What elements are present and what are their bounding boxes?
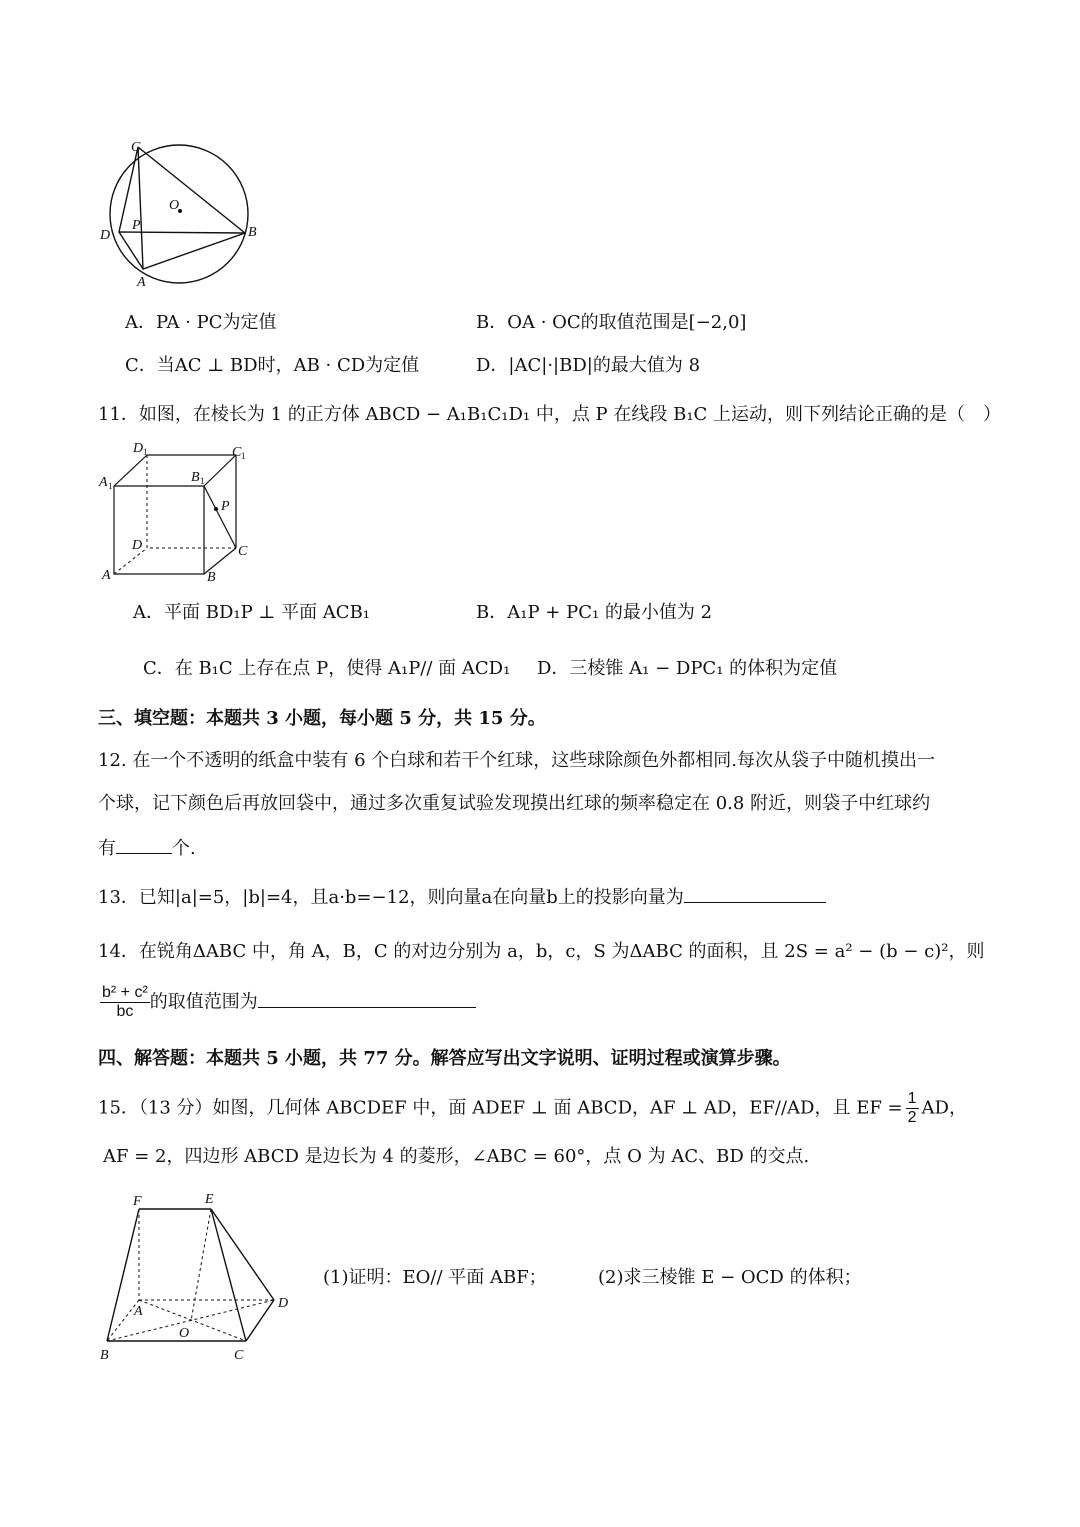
q12-suffix: 个. (172, 838, 196, 859)
label-a1-sub: 1 (108, 481, 113, 491)
label-c1: C (232, 445, 242, 460)
label-d1: D (133, 441, 144, 456)
section-4-heading: 四、解答题：本题共 5 小题，共 77 分。解答应写出文字说明、证明过程或演算步骤。 (98, 1048, 791, 1069)
label-c1-sub: 1 (241, 451, 246, 461)
label-o: O (169, 198, 180, 213)
q11-option-a: A．平面 BD₁P ⊥ 平面 ACB₁ (133, 602, 371, 623)
label-a: A (102, 568, 111, 583)
label-c: C (238, 544, 248, 559)
q14-frac-den: bc (116, 1003, 134, 1020)
q10-option-c: C．当AC ⊥ BD时，AB · CD为定值 (125, 355, 420, 376)
quad-edges (119, 147, 245, 269)
q10-option-d: D．|AC|·|BD|的最大值为 8 (476, 355, 701, 376)
q15-frac-num: 1 (907, 1090, 917, 1107)
q11-stem: 11．如图，在棱长为 1 的正方体 ABCD − A₁B₁C₁D₁ 中，点 P 在线段 B₁C 上运动，则下列结论正确的是（ ） (98, 404, 1002, 425)
segment-b1c (204, 486, 236, 548)
label-e: E (205, 1192, 214, 1207)
label-p: P (221, 499, 230, 514)
edge-ec (211, 1209, 246, 1341)
q11-option-c: C．在 B₁C 上存在点 P，使得 A₁P// 面 ACD₁ (143, 658, 511, 679)
label-p: P (132, 218, 141, 233)
label-b1-sub: 1 (200, 476, 205, 486)
q15-fraction (906, 1090, 919, 1127)
q15-line-1 (98, 1090, 967, 1127)
cube-front-face (114, 486, 204, 574)
q14-line-1: 14．在锐角ΔABC 中，角 A，B，C 的对边分别为 a，b，c，S 为ΔABC 的面积，且 2S = a² − (b − c)²，则 (98, 941, 985, 962)
label-d1-sub: 1 (143, 447, 148, 457)
label-b: B (100, 1348, 109, 1363)
diag-ac (138, 147, 143, 269)
label-a1: A (99, 475, 108, 490)
q10-option-a: A．PA · PC为定值 (125, 312, 277, 333)
q15-part-2: (2)求三棱锥 E − OCD 的体积； (598, 1267, 862, 1288)
q11-cube-figure (95, 438, 260, 588)
q13-answer-blank[interactable] (684, 884, 826, 903)
hidden-eo (191, 1209, 211, 1321)
q10-option-b: B．OA · OC的取值范围是[−2,0] (476, 312, 747, 333)
label-b: B (207, 570, 216, 585)
edge-cd (246, 1300, 274, 1341)
q15-line-2: AF = 2，四边形 ABCD 是边长为 4 的菱形，∠ABC = 60°，点 O 为 AC、BD 的交点. (103, 1146, 810, 1167)
q15-stem-a: 15．（13 分）如图，几何体 ABCDEF 中，面 ADEF ⊥ 面 ABCD，AF ⊥ AD，EF//AD，且 EF = (98, 1097, 903, 1119)
label-b: B (248, 225, 257, 240)
label-a: A (137, 275, 146, 290)
q13-text: 13．已知|a|=5，|b|=4，且a·b=−12，则向量a在向量b上的投影向量为 (98, 887, 684, 908)
q13-line (98, 884, 826, 910)
q12-line-1: 12. 在一个不透明的纸盒中装有 6 个白球和若干个红球，这些球除颜色外都相同.每次从袋子中随机摸出一 (98, 750, 935, 771)
label-b1: B (191, 470, 200, 485)
hidden-ac (139, 1300, 246, 1341)
label-o: O (179, 1326, 190, 1341)
q12-line-2: 个球，记下颜色后再放回袋中，通过多次重复试验发现摸出红球的频率稳定在 0.8 附近，则袋子中红球约 (98, 793, 931, 814)
q14-frac-num: b² + c² (102, 984, 148, 1001)
q11-option-d: D．三棱锥 A₁ − DPC₁ 的体积为定值 (537, 658, 838, 679)
q12-line-3 (98, 835, 196, 861)
q10-circle-figure (95, 135, 270, 295)
q15-part-1: (1)证明：EO// 平面 ABF； (323, 1267, 547, 1288)
q14-answer-blank[interactable] (258, 989, 476, 1008)
point-p (214, 507, 218, 511)
label-f: F (133, 1194, 142, 1209)
q15-solid-figure (95, 1185, 305, 1370)
circle-o (110, 145, 248, 283)
q12-answer-blank[interactable] (116, 835, 172, 854)
q14-text: 的取值范围为 (149, 991, 258, 1013)
label-d: D (100, 228, 111, 243)
edge-ed (211, 1209, 274, 1300)
q15-stem-b: AD， (921, 1097, 967, 1119)
q14-line-2 (100, 984, 476, 1021)
q12-prefix: 有 (98, 838, 116, 859)
cube-edge-a1d1 (114, 455, 147, 486)
section-3-heading: 三、填空题：本题共 3 小题，每小题 5 分，共 15 分。 (98, 708, 546, 729)
hidden-bd (107, 1300, 274, 1341)
q11-option-b: B．A₁P + PC₁ 的最小值为 2 (476, 602, 713, 623)
label-c: C (131, 140, 141, 155)
q15-frac-den: 2 (907, 1109, 917, 1126)
label-d: D (278, 1296, 289, 1311)
label-a: A (134, 1304, 143, 1319)
label-c: C (234, 1348, 244, 1363)
label-d: D (132, 538, 143, 553)
q14-fraction (100, 984, 150, 1021)
